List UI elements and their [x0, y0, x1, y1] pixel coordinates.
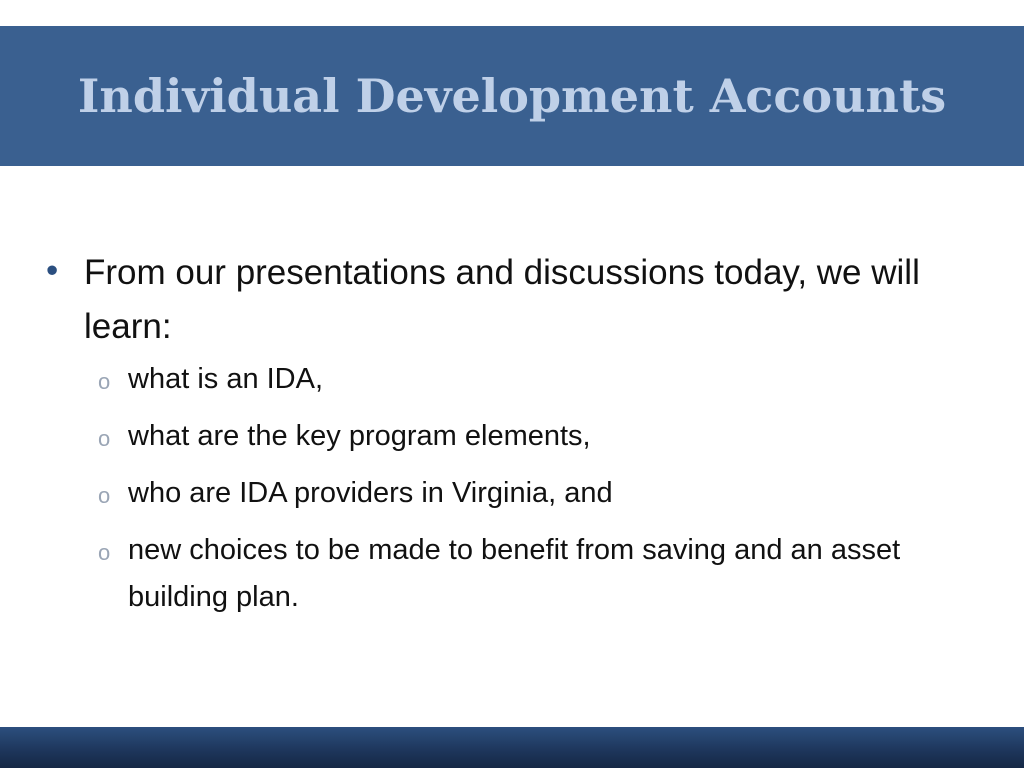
- sub-bullet-item: [98, 527, 974, 621]
- sub-bullet-item: [98, 356, 974, 403]
- sub-bullet-list: [44, 356, 974, 621]
- hollow-circle-bullet-icon: o: [98, 483, 111, 508]
- sub-bullet-text: new choices to be made to benefit from saving and an asset building plan.: [128, 534, 901, 613]
- slide-content: [44, 246, 974, 631]
- bullet-dot-icon: •: [46, 251, 59, 290]
- sub-bullet-text: what are the key program elements,: [128, 420, 591, 452]
- slide-title: Individual Development Accounts: [77, 69, 947, 123]
- title-band: [0, 26, 1024, 166]
- hollow-circle-bullet-icon: o: [98, 426, 111, 451]
- main-bullet-text: From our presentations and discussions today, we will learn:: [84, 253, 920, 346]
- sub-bullet-item: [98, 413, 974, 460]
- hollow-circle-bullet-icon: o: [98, 540, 111, 565]
- main-bullet: [44, 246, 974, 354]
- sub-bullet-text: what is an IDA,: [128, 363, 324, 395]
- sub-bullet-text: who are IDA providers in Virginia, and: [128, 477, 613, 509]
- footer-band: [0, 727, 1024, 768]
- hollow-circle-bullet-icon: o: [98, 369, 111, 394]
- sub-bullet-item: [98, 470, 974, 517]
